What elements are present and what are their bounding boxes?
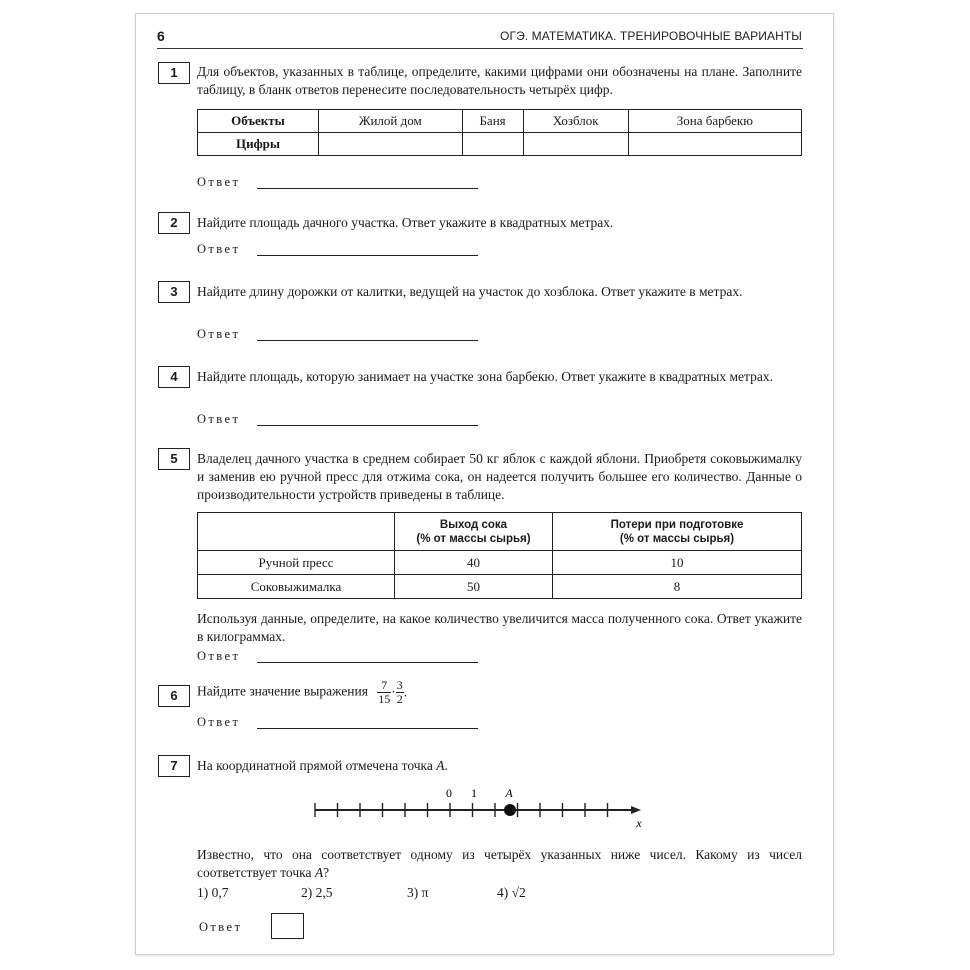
prep-loss-unit: (% от массы сырья) <box>619 532 735 545</box>
denominator: 2 <box>396 692 403 706</box>
digit-cell[interactable] <box>319 133 463 156</box>
answer-label-1: Ответ <box>197 175 241 189</box>
numerator: 3 <box>396 678 403 692</box>
object-bbq: Зона барбекю <box>628 110 801 133</box>
point-name: A <box>314 865 324 880</box>
answer-line-3[interactable] <box>257 340 478 341</box>
label-axis-x: x <box>636 816 642 828</box>
answer-label-4: Ответ <box>197 412 241 426</box>
answer-line-5[interactable] <box>257 662 478 663</box>
task-number-1: 1 <box>158 62 190 84</box>
prep-loss-value: 8 <box>553 575 802 599</box>
task-number-4: 4 <box>158 366 190 388</box>
label-point-a: A <box>505 786 513 800</box>
task-5-text: Владелец дачного участка в среднем собирает 50 кг яблок с каждой яблони. Приобретя соковыжималку и заменив ею ручной пресс для отжима сока, он надеется получить большее его количество. Данные о производительности устройств приведены в таблице. <box>197 451 802 502</box>
answer-line-6[interactable] <box>257 728 478 729</box>
task-6-prompt: Найдите значение выражения <box>197 683 368 699</box>
prep-loss-header <box>553 513 802 551</box>
task-number-3: 3 <box>158 281 190 303</box>
prep-loss-value: 10 <box>553 551 802 575</box>
device-name: Ручной пресс <box>198 551 395 575</box>
task-number-7: 7 <box>158 755 190 777</box>
digit-cell[interactable] <box>523 133 628 156</box>
juice-yield-header <box>395 513 553 551</box>
task-number-2: 2 <box>158 212 190 234</box>
task-7-prompt: На координатной прямой отмечена точка <box>197 758 433 773</box>
label-one: 1 <box>471 786 477 800</box>
answer-label-2: Ответ <box>197 242 241 256</box>
task-6-text <box>197 679 407 706</box>
juice-yield-title: Выход сока <box>439 518 508 531</box>
task-5-question: Используя данные, определите, на какое количество увеличится масса полученного сока. Ответ укажите в килограммах. <box>197 611 802 644</box>
answer-box-7[interactable] <box>271 913 304 939</box>
option-3: 3) π <box>407 885 429 900</box>
running-header: ОГЭ. МАТЕМАТИКА. ТРЕНИРОВОЧНЫЕ ВАРИАНТЫ <box>500 29 802 43</box>
task-7-text: На координатной прямой отмечена точка A. <box>197 758 448 773</box>
period: . <box>403 684 408 700</box>
device-name: Соковыжималка <box>198 575 395 599</box>
object-shed: Хозблок <box>523 110 628 133</box>
answer-line-1[interactable] <box>257 188 478 189</box>
object-house: Жилой дом <box>319 110 463 133</box>
task-1-text: Для объектов, указанных в таблице, определите, какими цифрами они обозначены на плане. Заполните таблицу, в бланк ответов перенесите последовательность четырёх цифр. <box>197 64 802 97</box>
fraction-3-2 <box>396 679 404 706</box>
juice-table <box>197 512 802 599</box>
header-rule <box>157 48 803 49</box>
option-1: 1) 0,7 <box>197 885 229 900</box>
answer-label-6: Ответ <box>197 715 241 729</box>
point-a-marker <box>504 804 516 816</box>
prep-loss-title: Потери при подготовке <box>610 518 744 531</box>
empty-corner-cell <box>198 513 395 551</box>
fraction-7-15 <box>377 679 391 706</box>
page-number: 6 <box>157 28 165 44</box>
juice-yield-value: 40 <box>395 551 553 575</box>
answer-line-2[interactable] <box>257 255 478 256</box>
digit-cell[interactable] <box>462 133 523 156</box>
juice-yield-value: 50 <box>395 575 553 599</box>
task-7-question-text: Известно, что она соответствует одному из четырёх указанных ниже чисел. Какому из чисел соответствует точка <box>197 847 802 880</box>
objects-header: Объекты <box>198 110 319 133</box>
objects-table <box>197 109 802 156</box>
task-4-text: Найдите площадь, которую занимает на участке зона барбекю. Ответ укажите в квадратных метрах. <box>197 369 773 384</box>
multiply-dot: · <box>391 684 396 700</box>
denominator: 15 <box>378 692 391 706</box>
task-7-question: Известно, что она соответствует одному из четырёх указанных ниже чисел. Какому из чисел соответствует точка A? <box>197 847 802 880</box>
option-4: 4) √2 <box>497 885 526 900</box>
numerator: 7 <box>377 679 391 693</box>
axis-arrow-icon <box>631 806 641 814</box>
juice-yield-unit: (% от массы сырья) <box>416 532 531 545</box>
object-bathhouse: Баня <box>462 110 523 133</box>
answer-label-7: Ответ <box>199 920 243 934</box>
digits-header: Цифры <box>198 133 319 156</box>
option-2: 2) 2,5 <box>301 885 333 900</box>
task-3-text: Найдите длину дорожки от калитки, ведущей на участок до хозблока. Ответ укажите в метрах. <box>197 284 743 299</box>
answer-line-4[interactable] <box>257 425 478 426</box>
task-number-6: 6 <box>158 685 190 707</box>
task-2-text: Найдите площадь дачного участка. Ответ укажите в квадратных метрах. <box>197 215 614 230</box>
number-line <box>305 780 650 828</box>
point-name: A <box>436 758 445 773</box>
answer-label-3: Ответ <box>197 327 241 341</box>
answer-label-5: Ответ <box>197 649 241 663</box>
task-number-5: 5 <box>158 448 190 470</box>
digit-cell[interactable] <box>628 133 801 156</box>
label-zero: 0 <box>446 786 452 800</box>
